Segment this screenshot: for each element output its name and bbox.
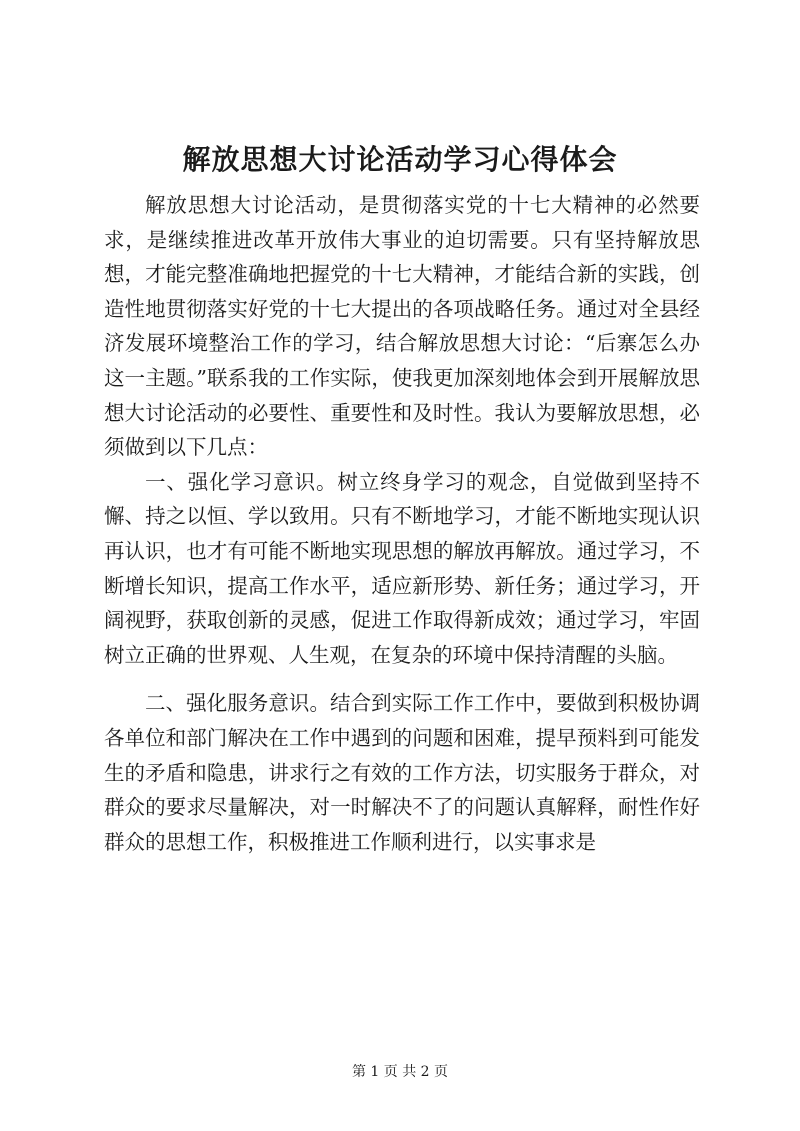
page-footer (0, 1062, 800, 1082)
paragraph-study-awareness: 一、强化学习意识。树立终身学习的观念，自觉做到坚持不懈、持之以恒、学以致用。只有不断地学习，才能不断地实现认识再认识，也才有可能不断地实现思想的解放再解放。通过学习，不断增长知识，提高工作水平，适应新形势、新任务；通过学习，开阔视野，获取创新的灵感，促进工作取得新成效；通过学习，牢固树立正确的世界观、人生观，在复杂的环境中保持清醒的头脑。 (104, 469, 700, 667)
page-title: 解放思想大讨论活动学习心得体会 (182, 143, 618, 176)
paragraph-intro: 解放思想大讨论活动，是贯彻落实党的十七大精神的必然要求，是继续推进改革开放伟大事业的迫切需要。只有坚持解放思想，才能完整准确地把握党的十七大精神，才能结合新的实践，创造性地贯彻落实好党的十七大提出的各项战略任务。通过对全县经济发展环境整治工作的学习，结合解放思想大讨论：“后寨怎么办这一主题。”联系我的工作实际，使我更加深刻地体会到开展解放思想大讨论活动的必要性、重要性和及时性。我认为要解放思想，必须做到以下几点： (104, 193, 700, 460)
page-number: 第 1 页 共 2 页 (351, 1064, 449, 1080)
document-body (104, 188, 700, 859)
paragraph-service-awareness: 二、强化服务意识。结合到实际工作工作中，要做到积极协调各单位和部门解决在工作中遇到的问题和困难，提早预料到可能发生的矛盾和隐患，讲求行之有效的工作方法，切实服务于群众，对群众的要求尽量解决，对一时解决不了的问题认真解释，耐性作好群众的思想工作，积极推进工作顺利进行，以实事求是 (104, 691, 700, 854)
